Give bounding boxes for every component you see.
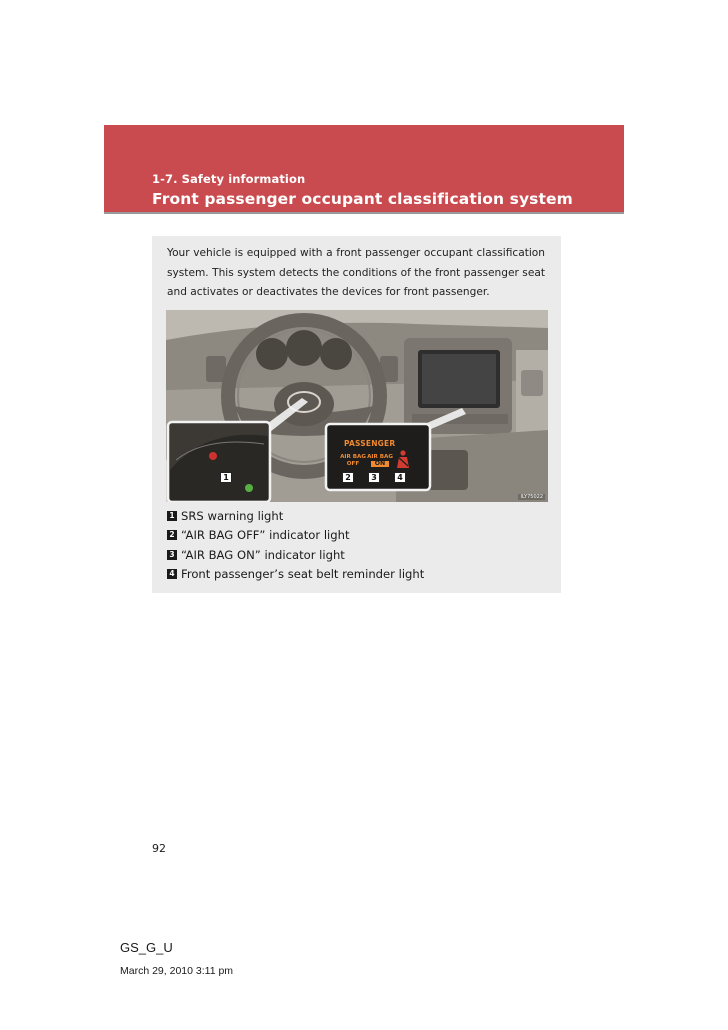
legend-number-badge: 4 [167, 569, 177, 579]
legend-item [167, 526, 547, 546]
airbag-on-label-line2: ON [371, 461, 389, 468]
legend-item [167, 565, 547, 585]
legend-list [167, 506, 547, 584]
airbag-off-label-line2: OFF [346, 460, 360, 467]
airbag-on-indicator [366, 454, 394, 467]
legend-text: Front passenger’s seat belt reminder light [181, 567, 425, 582]
airbag-off-indicator [340, 454, 366, 467]
callout-3: 3 [368, 472, 380, 483]
header-band [104, 125, 624, 213]
callout-2: 2 [342, 472, 354, 483]
airbag-off-label-line1: AIR BAG [340, 454, 366, 460]
callout-1: 1 [220, 472, 232, 483]
page-number: 92 [152, 842, 166, 855]
page-title: Front passenger occupant classification system [152, 190, 573, 208]
passenger-panel-title: PASSENGER [344, 439, 396, 448]
content-box [152, 236, 561, 593]
legend-number-badge: 2 [167, 530, 177, 540]
legend-item [167, 506, 547, 526]
legend-number-badge: 3 [167, 550, 177, 560]
header-divider [104, 212, 624, 214]
legend-number-badge: 1 [167, 511, 177, 521]
dashboard-illustration [166, 310, 548, 502]
legend-item [167, 545, 547, 565]
section-label: 1-7. Safety information [152, 172, 306, 186]
callout-4: 4 [394, 472, 406, 483]
image-code: ILY75022 [520, 494, 543, 500]
airbag-on-label-line1: AIR BAG [367, 454, 393, 460]
intro-paragraph: Your vehicle is equipped with a front passenger occupant classification system. This system detects the conditions of the front passenger seat and activates or deactivates the devices for front passenger. [167, 247, 545, 298]
legend-text: SRS warning light [181, 508, 284, 523]
document-code: GS_G_U [120, 940, 173, 955]
legend-text: “AIR BAG ON” indicator light [181, 547, 345, 562]
document-date: March 29, 2010 3:11 pm [120, 965, 234, 977]
legend-text: “AIR BAG OFF” indicator light [181, 528, 350, 543]
